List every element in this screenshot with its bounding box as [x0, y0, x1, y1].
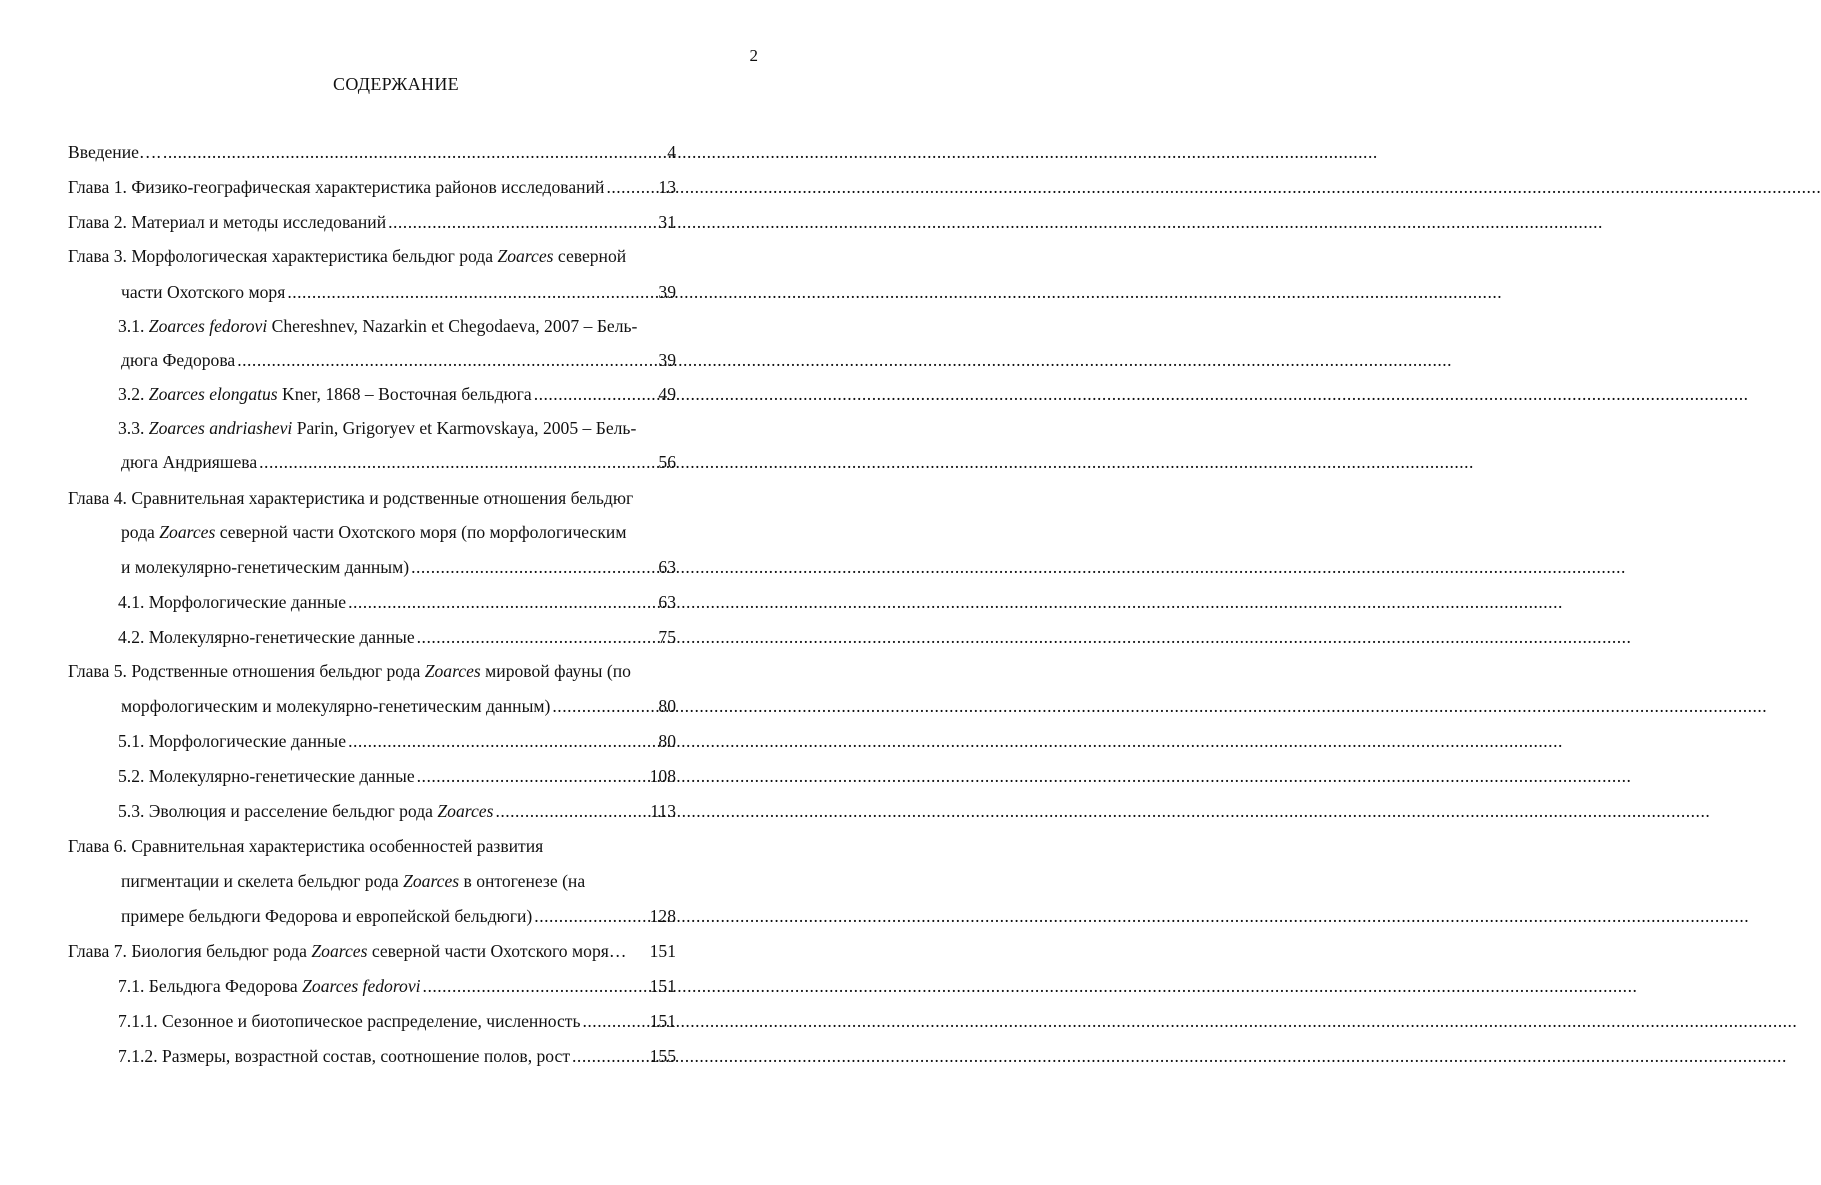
toc-leader-dots — [495, 798, 1710, 824]
toc-entry-text-tail: мировой фауны (по — [480, 661, 631, 681]
toc-entry-prefix: Глава 7. Биология бельдюг рода — [68, 941, 312, 961]
toc-leader-dots — [411, 554, 1626, 580]
toc-entry-chapter-4[interactable] — [68, 485, 633, 511]
toc-entry-text — [68, 938, 626, 964]
toc-entry-text: дюга Федорова — [121, 350, 236, 370]
toc-page-number: 155 — [649, 1046, 676, 1066]
toc-entry-genus: Zoarces — [159, 522, 216, 542]
toc-entry-section-3-1-cont[interactable] — [121, 347, 714, 373]
toc-page-number: 113 — [650, 801, 676, 821]
toc-entry-section-5-2[interactable] — [118, 763, 714, 789]
toc-entry-species: Zoarces fedorovi — [148, 316, 268, 336]
toc-page-number: 31 — [658, 212, 676, 232]
toc-entry-text: 4.2. Молекулярно-генетические данные — [118, 627, 415, 647]
toc-entry-text-tail: в онтогенезе (на — [459, 871, 586, 891]
toc-entry-text-tail: северной части Охотского моря (по морфологическим — [215, 522, 627, 542]
toc-entry-chapter-4-line-2[interactable] — [121, 519, 626, 545]
toc-entry-section-7-1-2[interactable] — [118, 1043, 714, 1069]
toc-entry-section-7-1[interactable] — [118, 973, 714, 999]
toc-leader-dots — [552, 693, 1767, 719]
toc-entry-genus: Zoarces — [311, 941, 368, 961]
toc-entry-section-3-1[interactable] — [118, 313, 637, 339]
toc-entry-text: Глава 2. Материал и методы исследований — [68, 212, 387, 232]
toc-entry-chapter-1[interactable] — [68, 174, 714, 200]
toc-entry-species: Zoarces andriashevi — [148, 418, 293, 438]
toc-entry-section-7-1-1[interactable] — [118, 1008, 714, 1034]
toc-entry-text: 4.1. Морфологические данные — [118, 592, 347, 612]
toc-page-number: 151 — [649, 976, 676, 996]
toc-entry-text: 5.1. Морфологические данные — [118, 731, 347, 751]
toc-leader-dots — [417, 763, 1632, 789]
toc-page-number: 39 — [658, 350, 676, 370]
toc-entry-text: 7.1.2. Размеры, возрастной состав, соотношение полов, рост — [118, 1046, 571, 1066]
toc-leader-dots — [583, 1008, 1798, 1034]
toc-leader-dots — [423, 973, 1638, 999]
toc-page-number: 56 — [658, 452, 676, 472]
toc-entry-section-4-1[interactable] — [118, 589, 714, 615]
toc-entry-genus: Zoarces — [497, 246, 554, 266]
toc-entry-text: 5.2. Молекулярно-генетические данные — [118, 766, 415, 786]
toc-entry-text-tail: северной части Охотского моря… — [367, 941, 627, 961]
toc-entry-chapter-6[interactable] — [68, 833, 543, 859]
toc-entry-genus: Zoarces — [424, 661, 481, 681]
toc-entry-species: Zoarces fedorovi — [302, 976, 421, 996]
toc-entry-chapter-2[interactable] — [68, 209, 714, 235]
toc-leader-dots — [572, 1043, 1787, 1069]
toc-entry-text-tail: северной — [553, 246, 627, 266]
toc-page-number: 80 — [658, 731, 676, 751]
toc-leader-dots — [606, 174, 1821, 200]
toc-entry-chapter-3-cont[interactable] — [121, 279, 714, 305]
toc-page-number: 75 — [658, 627, 676, 647]
toc-entry-section-3-2[interactable] — [118, 381, 714, 407]
toc-entry-chapter-3[interactable] — [68, 243, 626, 269]
toc-entry-section-4-2[interactable] — [118, 624, 714, 650]
toc-page-number: 13 — [658, 177, 676, 197]
toc-entry-text: Глава 4. Сравнительная характеристика и родственные отношения бельдюг — [68, 488, 634, 508]
toc-entry-prefix: 7.1. Бельдюга Федорова — [118, 976, 303, 996]
toc-entry-text-tail: Kner, 1868 – Восточная бельдюга — [277, 384, 532, 404]
toc-entry-text: дюга Андрияшева — [121, 452, 258, 472]
toc-page-number: 80 — [658, 696, 676, 716]
toc-leader-dots — [417, 624, 1632, 650]
toc-page-number: 63 — [658, 592, 676, 612]
toc-entry-text — [118, 381, 532, 407]
toc-entry-chapter-7[interactable] — [68, 938, 714, 964]
toc-entry-introduction[interactable] — [68, 139, 714, 165]
toc-entry-genus: Zoarces — [437, 801, 494, 821]
toc-entry-prefix: 3.2. — [118, 384, 149, 404]
toc-entry-text: примере бельдюги Федорова и европейской бельдюги) — [121, 906, 533, 926]
toc-leader-dots — [163, 139, 1378, 165]
toc-entry-text: Глава 6. Сравнительная характеристика особенностей развития — [68, 836, 544, 856]
toc-entry-text: Глава 1. Физико-географическая характеристика районов исследований — [68, 177, 605, 197]
toc-entry-text: Глава 5. Родственные отношения бельдюг рода — [68, 661, 425, 681]
toc-page-number: 108 — [649, 766, 676, 786]
toc-entry-text-tail: Chereshnev, Nazarkin et Chegodaeva, 2007 – Бель- — [267, 316, 638, 336]
toc-entry-section-3-3[interactable] — [118, 415, 636, 441]
toc-leader-dots — [348, 728, 1563, 754]
table-of-contents — [0, 0, 792, 1185]
toc-entry-text: Глава 3. Морфологическая характеристика бельдюг рода — [68, 246, 498, 266]
toc-entry-text: рода — [121, 522, 160, 542]
toc-entry-species: Zoarces elongatus — [148, 384, 278, 404]
toc-entry-text — [118, 798, 493, 824]
toc-entry-text — [118, 973, 421, 999]
toc-page-number: 4 — [667, 142, 676, 162]
toc-leader-dots — [348, 589, 1563, 615]
toc-leader-dots — [237, 347, 1452, 373]
toc-entry-section-5-3[interactable] — [118, 798, 714, 824]
toc-entry-text: 3.1. — [118, 316, 149, 336]
page-title: СОДЕРЖАНИЕ — [333, 74, 459, 94]
toc-entry-text: части Охотского моря — [121, 282, 286, 302]
toc-leader-dots — [259, 449, 1474, 475]
toc-page-number: 128 — [649, 906, 676, 926]
toc-entry-text: 3.3. — [118, 418, 149, 438]
toc-entry-chapter-4-line-3[interactable] — [121, 554, 714, 580]
toc-entry-section-3-3-cont[interactable] — [121, 449, 714, 475]
toc-page-number: 151 — [649, 941, 676, 961]
toc-page-number: 39 — [658, 282, 676, 302]
toc-entry-genus: Zoarces — [403, 871, 460, 891]
toc-leader-dots — [287, 279, 1502, 305]
toc-entry-text: морфологическим и молекулярно-генетическим данным) — [121, 696, 551, 716]
toc-entry-section-5-1[interactable] — [118, 728, 714, 754]
toc-entry-text: и молекулярно-генетическим данным) — [121, 557, 410, 577]
toc-entry-chapter-5-cont[interactable] — [121, 693, 714, 719]
toc-entry-chapter-5[interactable] — [68, 658, 631, 684]
toc-entry-prefix: 5.3. Эволюция и расселение бельдюг рода — [118, 801, 438, 821]
toc-entry-text: пигментации и скелета бельдюг рода — [121, 871, 404, 891]
page-number: 2 — [749, 46, 758, 65]
toc-leader-dots — [534, 903, 1749, 929]
toc-entry-chapter-6-line-3[interactable] — [121, 903, 714, 929]
toc-page-number: 49 — [658, 384, 676, 404]
toc-page-number: 151 — [649, 1011, 676, 1031]
toc-entry-text-tail: Parin, Grigoryev et Karmovskaya, 2005 – Бель- — [292, 418, 637, 438]
toc-leader-dots — [388, 209, 1603, 235]
toc-entry-chapter-6-line-2[interactable] — [121, 868, 585, 894]
toc-entry-text: 7.1.1. Сезонное и биотопическое распределение, численность — [118, 1011, 581, 1031]
toc-entry-text: Введение…. — [68, 142, 161, 162]
toc-page-number: 63 — [658, 557, 676, 577]
